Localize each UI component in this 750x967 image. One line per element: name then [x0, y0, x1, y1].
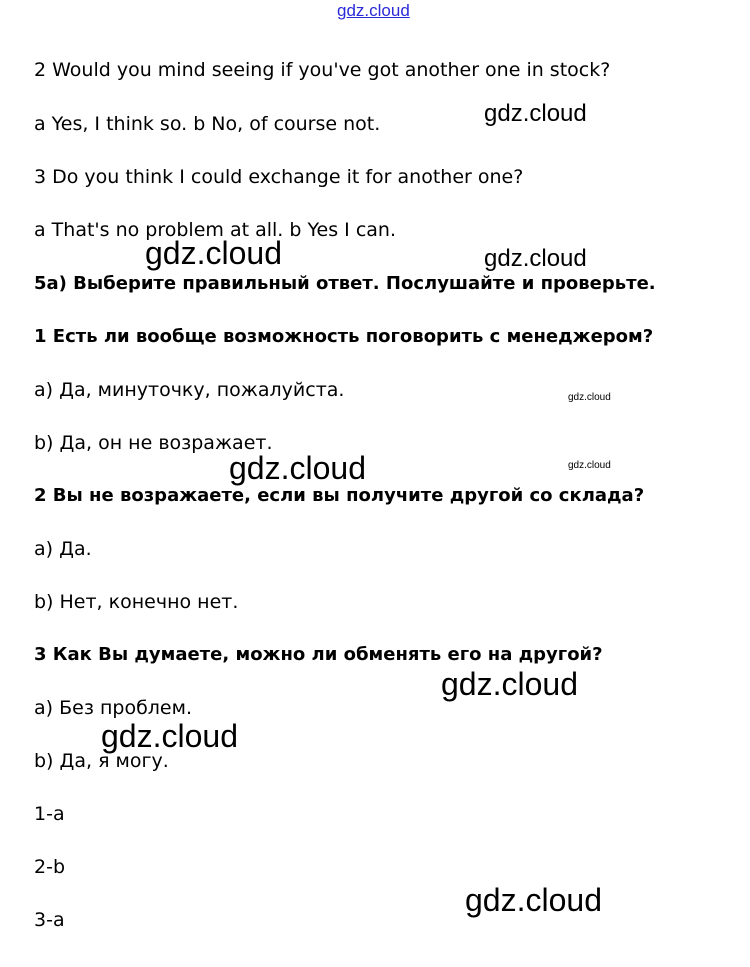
watermark: gdz.cloud	[568, 460, 611, 471]
watermark-link-top[interactable]: gdz.cloud	[337, 1, 410, 20]
watermark: gdz.cloud	[465, 882, 602, 918]
watermark: gdz.cloud	[229, 450, 366, 486]
answer-3-en: a That's no problem at all. b Yes I can.	[34, 219, 396, 241]
answer-3b-ru: b) Да, я могу.	[34, 750, 169, 772]
watermark: gdz.cloud	[484, 245, 587, 272]
answer-key-3: 3-a	[34, 909, 65, 931]
task-5a-heading: 5а) Выберите правильный ответ. Послушайте и проверьте.	[34, 273, 656, 294]
question-2-en: 2 Would you mind seeing if you've got another one in stock?	[34, 59, 611, 81]
question-3-en: 3 Do you think I could exchange it for another one?	[34, 166, 524, 188]
answer-2a-ru: a) Да.	[34, 538, 92, 560]
watermark: gdz.cloud	[145, 235, 282, 271]
answer-2-en: a Yes, I think so. b No, of course not.	[34, 113, 381, 135]
answer-key-1: 1-a	[34, 803, 65, 825]
question-1-ru: 1 Есть ли вообще возможность поговорить с менеджером?	[34, 326, 654, 347]
question-3-ru: 3 Как Вы думаете, можно ли обменять его на другой?	[34, 644, 603, 665]
answer-1a-ru: a) Да, минуточку, пожалуйста.	[34, 379, 345, 401]
watermark: gdz.cloud	[484, 100, 587, 127]
watermark: gdz.cloud	[568, 392, 611, 403]
question-2-ru: 2 Вы не возражаете, если вы получите другой со склада?	[34, 485, 645, 506]
watermark: gdz.cloud	[441, 666, 578, 702]
watermark: gdz.cloud	[101, 718, 238, 754]
answer-1b-ru: b) Да, он не возражает.	[34, 432, 273, 454]
answer-2b-ru: b) Нет, конечно нет.	[34, 591, 239, 613]
answer-3a-ru: a) Без проблем.	[34, 697, 192, 719]
answer-key-2: 2-b	[34, 856, 66, 878]
